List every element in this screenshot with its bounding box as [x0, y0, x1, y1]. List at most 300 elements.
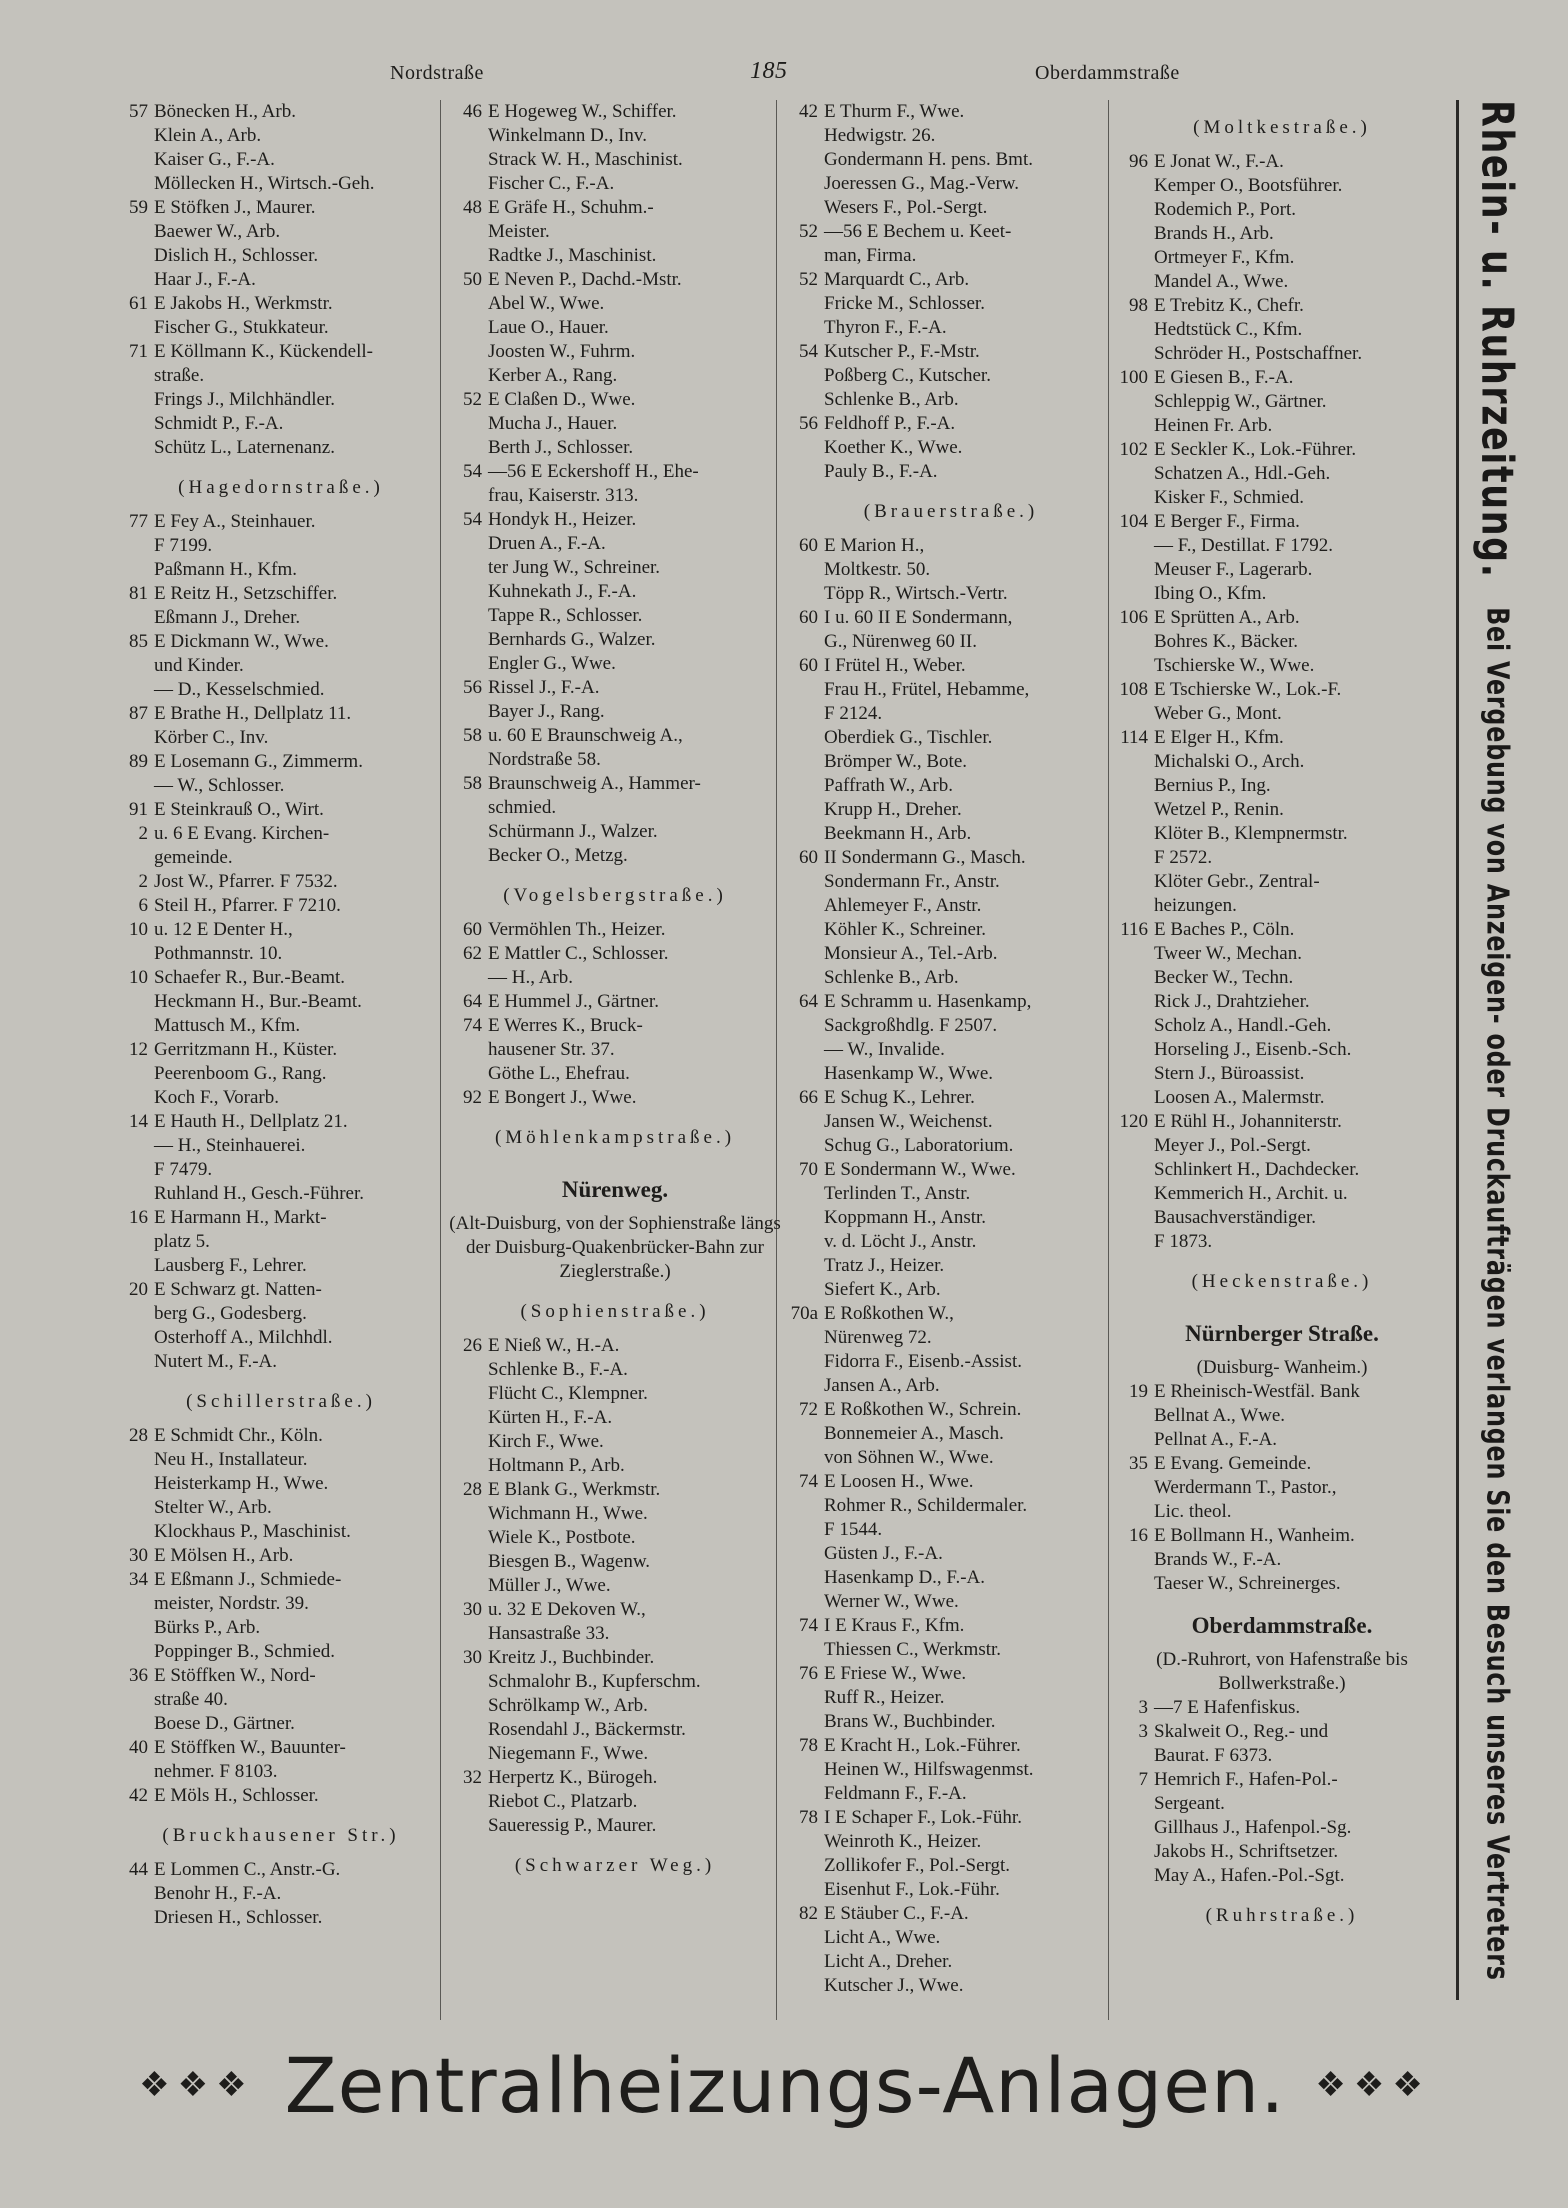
house-number: 64: [799, 991, 818, 1012]
directory-entry: [1112, 1524, 1452, 1548]
house-number: 108: [1119, 679, 1148, 700]
house-number: 92: [463, 1087, 482, 1108]
directory-entry: und Kinder.: [154, 655, 244, 676]
entry-text: E Stöfken J., Maurer.: [154, 197, 316, 218]
entry-text: u. 12 E Denter H.,: [154, 919, 293, 940]
directory-entry: Klockhaus P., Maschinist.: [154, 1521, 351, 1542]
entry-text: I u. 60 II E Sondermann,: [824, 607, 1013, 628]
directory-entry: Nutert M., F.-A.: [154, 1351, 278, 1372]
directory-entry: Krupp H., Dreher.: [824, 799, 962, 820]
house-number: 10: [129, 919, 148, 940]
directory-entry: [782, 412, 1120, 436]
entry-text: E Trebitz K., Chefr.: [1154, 295, 1304, 316]
cross-street-label: (Moltkestraße.): [1193, 117, 1371, 138]
directory-entry: Terlinden T., Anstr.: [824, 1183, 971, 1204]
entry-text: Marquardt C., Arb.: [824, 269, 970, 290]
entry-text: E Jonat W., F.-A.: [1154, 151, 1284, 172]
directory-entry: Stelter W., Arb.: [154, 1497, 272, 1518]
directory-entry: gemeinde.: [154, 847, 233, 868]
directory-entry: [112, 966, 450, 990]
directory-entry: Becker O., Metzg.: [488, 845, 628, 866]
entry-text: E Fey A., Steinhauer.: [154, 511, 316, 532]
directory-entry: hausener Str. 37.: [488, 1039, 615, 1060]
entry-text: E Elger H., Kfm.: [1154, 727, 1284, 748]
entry-text: E Evang. Gemeinde.: [1154, 1453, 1312, 1474]
directory-entry: Klein A., Arb.: [154, 125, 262, 146]
entry-text: E Hauth H., Dellplatz 21.: [154, 1111, 348, 1132]
directory-entry: [446, 268, 784, 292]
house-number: 42: [799, 101, 818, 122]
directory-entry: F 7479.: [154, 1159, 213, 1180]
entry-text: E Rheinisch-Westfäl. Bank: [1154, 1381, 1360, 1402]
directory-entry: [782, 654, 1120, 678]
directory-entry: Holtmann P., Arb.: [488, 1455, 625, 1476]
directory-entry: [782, 1662, 1120, 1686]
directory-entry: Schmidt P., F.-A.: [154, 413, 284, 434]
directory-entry: Osterhoff A., Milchhdl.: [154, 1327, 333, 1348]
directory-entry: [1112, 606, 1452, 630]
cross-street-label: (Möhlenkampstraße.): [494, 1127, 736, 1148]
cross-street-label: (Schwarzer Weg.): [514, 1855, 716, 1876]
entry-text: Vermöhlen Th., Heizer.: [488, 919, 666, 940]
house-number: 96: [1129, 151, 1148, 172]
directory-entry: Fidorra F., Eisenb.-Assist.: [824, 1351, 1022, 1372]
house-number: 28: [129, 1425, 148, 1446]
entry-text: E Harmann H., Markt-: [154, 1207, 327, 1228]
street-heading: Nürenweg.: [561, 1177, 669, 1202]
cross-street-label: (Hagedornstraße.): [178, 477, 384, 498]
directory-entry: ter Jung W., Schreiner.: [488, 557, 661, 578]
entry-text: Feldhoff P., F.-A.: [824, 413, 956, 434]
directory-entry: [112, 798, 450, 822]
house-number: 71: [129, 341, 148, 362]
directory-entry: Lic. theol.: [1154, 1501, 1232, 1522]
directory-column-1: [112, 100, 450, 1930]
directory-entry: Köhler K., Schreiner.: [824, 919, 986, 940]
directory-entry: [446, 918, 784, 942]
directory-entry: Ruff R., Heizer.: [824, 1687, 945, 1708]
directory-entry: Bonnemeier A., Masch.: [824, 1423, 1004, 1444]
street-description: (Alt-Duisburg, von der Sophienstraße längs der Duisburg-Quakenbrücker-Bahn zur Zieglerstraße.): [449, 1213, 781, 1282]
directory-entry: Wesers F., Pol.-Sergt.: [824, 197, 988, 218]
directory-entry: [112, 1736, 450, 1760]
directory-entry: Brömper W., Bote.: [824, 751, 968, 772]
entry-text: —56 E Bechem u. Keet-: [824, 221, 1012, 242]
directory-entry: Brans W., Buchbinder.: [824, 1711, 996, 1732]
directory-entry: Joosten W., Fuhrm.: [488, 341, 636, 362]
directory-entry: [112, 630, 450, 654]
directory-entry: Ortmeyer F., Kfm.: [1154, 247, 1295, 268]
directory-entry: [782, 1470, 1120, 1494]
directory-entry: Schlinkert H., Dachdecker.: [1154, 1159, 1360, 1180]
directory-entry: [112, 1858, 450, 1882]
entry-text: E Stöffken W., Bauunter-: [154, 1737, 346, 1758]
directory-entry: [446, 1086, 784, 1110]
entry-text: E Hummel J., Gärtner.: [488, 991, 659, 1012]
directory-entry: Oberdiek G., Tischler.: [824, 727, 993, 748]
directory-entry: [1112, 1452, 1452, 1476]
entry-text: Schaefer R., Bur.-Beamt.: [154, 967, 346, 988]
directory-entry: Heisterkamp H., Wwe.: [154, 1473, 329, 1494]
directory-entry: Druen A., F.-A.: [488, 533, 606, 554]
directory-entry: Koppmann H., Anstr.: [824, 1207, 987, 1228]
directory-entry: G., Nürenweg 60 II.: [824, 631, 978, 652]
entry-text: E Gräfe H., Schuhm.-: [488, 197, 654, 218]
entry-text: E Schug K., Lehrer.: [824, 1087, 975, 1108]
directory-entry: Scholz A., Handl.-Geh.: [1154, 1015, 1332, 1036]
directory-entry: Rodemich P., Port.: [1154, 199, 1296, 220]
house-number: 76: [799, 1663, 818, 1684]
house-number: 60: [463, 919, 482, 940]
house-number: 91: [129, 799, 148, 820]
entry-text: II Sondermann G., Masch.: [824, 847, 1026, 868]
header-street-right: Oberdammstraße: [1035, 62, 1180, 84]
entry-text: —7 E Hafenfiskus.: [1154, 1697, 1301, 1718]
directory-entry: [446, 1478, 784, 1502]
directory-entry: Poßberg C., Kutscher.: [824, 365, 991, 386]
directory-entry: [446, 100, 784, 124]
directory-entry: [112, 340, 450, 364]
directory-entry: Taeser W., Schreinerges.: [1154, 1573, 1341, 1594]
directory-entry: man, Firma.: [824, 245, 917, 266]
directory-entry: Jansen W., Weichenst.: [824, 1111, 993, 1132]
directory-entry: [112, 702, 450, 726]
entry-text: u. 60 E Braunschweig A.,: [488, 725, 683, 746]
entry-text: —56 E Eckershoff H., Ehe-: [488, 461, 699, 482]
entry-text: E Neven P., Dachd.-Mstr.: [488, 269, 682, 290]
directory-entry: [446, 196, 784, 220]
directory-entry: Tweer W., Mechan.: [1154, 943, 1302, 964]
house-number: 100: [1119, 367, 1148, 388]
directory-entry: [112, 1278, 450, 1302]
directory-entry: [782, 1734, 1120, 1758]
house-number: 44: [129, 1859, 148, 1880]
house-number: 70: [799, 1159, 818, 1180]
directory-entry: [1112, 150, 1452, 174]
directory-entry: Gillhaus J., Hafenpol.-Sg.: [1154, 1817, 1352, 1838]
directory-entry: Heinen Fr. Arb.: [1154, 415, 1273, 436]
house-number: 58: [463, 725, 482, 746]
directory-entry: Hedwigstr. 26.: [824, 125, 936, 146]
entry-text: Braunschweig A., Hammer-: [488, 773, 701, 794]
entry-text: E Tschierske W., Lok.-F.: [1154, 679, 1342, 700]
directory-entry: Becker W., Techn.: [1154, 967, 1294, 988]
directory-entry: Driesen H., Schlosser.: [154, 1907, 323, 1928]
directory-entry: Paffrath W., Arb.: [824, 775, 953, 796]
house-number: 32: [463, 1767, 482, 1788]
sidebar-advertisement: [1456, 100, 1535, 2000]
directory-entry: Poppinger B., Schmied.: [154, 1641, 336, 1662]
house-number: 2: [138, 823, 148, 844]
directory-entry: Frings J., Milchhändler.: [154, 389, 336, 410]
directory-entry: — F., Destillat. F 1792.: [1154, 535, 1333, 556]
directory-entry: Peerenboom G., Rang.: [154, 1063, 327, 1084]
directory-entry: v. d. Löcht J., Anstr.: [824, 1231, 977, 1252]
directory-entry: Meyer J., Pol.-Sergt.: [1154, 1135, 1311, 1156]
house-number: 57: [129, 101, 148, 122]
directory-column-3: [782, 100, 1120, 1998]
house-number: 74: [799, 1615, 818, 1636]
entry-text: E Dickmann W., Wwe.: [154, 631, 329, 652]
directory-entry: [112, 918, 450, 942]
directory-entry: Weber G., Mont.: [1154, 703, 1282, 724]
directory-entry: [1112, 678, 1452, 702]
directory-entry: Koether K., Wwe.: [824, 437, 963, 458]
directory-entry: — H., Arb.: [488, 967, 573, 988]
directory-entry: platz 5.: [154, 1231, 210, 1252]
entry-text: Hondyk H., Heizer.: [488, 509, 637, 530]
entry-text: E Schramm u. Hasenkamp,: [824, 991, 1032, 1012]
house-number: 104: [1119, 511, 1148, 532]
directory-entry: [112, 894, 450, 918]
directory-entry: Schütz L., Laternenanz.: [154, 437, 335, 458]
house-number: 58: [463, 773, 482, 794]
directory-entry: [1112, 1768, 1452, 1792]
directory-entry: Kürten H., F.-A.: [488, 1407, 613, 1428]
directory-entry: Fricke M., Schlosser.: [824, 293, 985, 314]
ornament-icon: ❖❖❖: [1315, 2065, 1431, 2105]
entry-text: Herpertz K., Bürogeh.: [488, 1767, 658, 1788]
directory-entry: [446, 990, 784, 1014]
directory-entry: Horseling J., Eisenb.-Sch.: [1154, 1039, 1352, 1060]
house-number: 30: [463, 1647, 482, 1668]
house-number: 98: [1129, 295, 1148, 316]
entry-text: E Schwarz gt. Natten-: [154, 1279, 322, 1300]
directory-entry: Heckmann H., Bur.-Beamt.: [154, 991, 362, 1012]
house-number: 10: [129, 967, 148, 988]
entry-text: Kutscher P., F.-Mstr.: [824, 341, 980, 362]
directory-entry: Bellnat A., Wwe.: [1154, 1405, 1286, 1426]
directory-entry: Ahlemeyer F., Anstr.: [824, 895, 982, 916]
entry-text: Kreitz J., Buchbinder.: [488, 1647, 655, 1668]
house-number: 78: [799, 1807, 818, 1828]
directory-entry: [446, 772, 784, 796]
directory-entry: Schlenke B., F.-A.: [488, 1359, 628, 1380]
house-number: 81: [129, 583, 148, 604]
directory-entry: Mucha J., Hauer.: [488, 413, 618, 434]
directory-entry: heizungen.: [1154, 895, 1237, 916]
directory-entry: [446, 460, 784, 484]
directory-entry: Tratz J., Heizer.: [824, 1255, 945, 1276]
footer-advertisement: [120, 2040, 1450, 2130]
house-number: 114: [1120, 727, 1148, 748]
entry-text: E Brathe H., Dellplatz 11.: [154, 703, 352, 724]
directory-entry: Kemper O., Bootsführer.: [1154, 175, 1343, 196]
directory-entry: — W., Schlosser.: [154, 775, 285, 796]
entry-text: u. 6 E Evang. Kirchen-: [154, 823, 330, 844]
entry-text: E Berger F., Firma.: [1154, 511, 1300, 532]
directory-entry: Koch F., Vorarb.: [154, 1087, 279, 1108]
directory-entry: Fischer C., F.-A.: [488, 173, 615, 194]
directory-entry: Sergeant.: [1154, 1793, 1225, 1814]
directory-entry: Göthe L., Ehefrau.: [488, 1063, 630, 1084]
entry-text: E Reitz H., Setzschiffer.: [154, 583, 338, 604]
cross-street-label: (Heckenstraße.): [1191, 1271, 1373, 1292]
directory-entry: [112, 1038, 450, 1062]
entry-text: E Losemann G., Zimmerm.: [154, 751, 363, 772]
directory-entry: Pauly B., F.-A.: [824, 461, 938, 482]
house-number: 52: [463, 389, 482, 410]
directory-entry: [112, 100, 450, 124]
house-number: 16: [1129, 1525, 1148, 1546]
entry-text: Skalweit O., Reg.- und: [1154, 1721, 1329, 1742]
entry-text: E Nieß W., H.-A.: [488, 1335, 620, 1356]
directory-entry: Sackgroßhdlg. F 2507.: [824, 1015, 998, 1036]
directory-entry: Thyron F., F.-A.: [824, 317, 947, 338]
directory-entry: [1112, 438, 1452, 462]
directory-entry: Bausachverständiger.: [1154, 1207, 1316, 1228]
directory-entry: Winkelmann D., Inv.: [488, 125, 647, 146]
house-number: 3: [1138, 1697, 1148, 1718]
directory-entry: Wiele K., Postbote.: [488, 1527, 636, 1548]
ornament-icon: ❖❖❖: [139, 2065, 255, 2105]
directory-entry: Jansen A., Arb.: [824, 1375, 940, 1396]
directory-entry: [1112, 366, 1452, 390]
directory-entry: Joeressen G., Mag.-Verw.: [824, 173, 1020, 194]
directory-entry: [112, 1568, 450, 1592]
directory-entry: [112, 196, 450, 220]
directory-entry: Bürks P., Arb.: [154, 1617, 261, 1638]
house-number: 2: [138, 871, 148, 892]
house-number: 60: [799, 655, 818, 676]
directory-entry: [446, 724, 784, 748]
directory-entry: [446, 1598, 784, 1622]
directory-entry: Beekmann H., Arb.: [824, 823, 972, 844]
house-number: 36: [129, 1665, 148, 1686]
directory-entry: [782, 534, 1120, 558]
house-number: 72: [799, 1399, 818, 1420]
directory-entry: Pothmannstr. 10.: [154, 943, 283, 964]
house-number: 85: [129, 631, 148, 652]
directory-entry: Meuser F., Lagerarb.: [1154, 559, 1313, 580]
directory-entry: Monsieur A., Tel.-Arb.: [824, 943, 998, 964]
directory-entry: — H., Steinhauerei.: [154, 1135, 306, 1156]
directory-entry: Abel W., Wwe.: [488, 293, 605, 314]
house-number: 87: [129, 703, 148, 724]
directory-entry: Moltkestr. 50.: [824, 559, 931, 580]
directory-entry: Hasenkamp W., Wwe.: [824, 1063, 994, 1084]
directory-entry: Strack W. H., Maschinist.: [488, 149, 683, 170]
house-number: 70a: [790, 1303, 818, 1324]
house-number: 66: [799, 1087, 818, 1108]
directory-entry: Schleppig W., Gärtner.: [1154, 391, 1327, 412]
directory-entry: Niegemann F., Wwe.: [488, 1743, 649, 1764]
directory-entry: Kuhnekath J., F.-A.: [488, 581, 637, 602]
directory-entry: Möllecken H., Wirtsch.-Geh.: [154, 173, 375, 194]
directory-entry: Michalski O., Arch.: [1154, 751, 1305, 772]
directory-entry: [782, 1806, 1120, 1830]
directory-entry: Kirch F., Wwe.: [488, 1431, 604, 1452]
directory-entry: [446, 942, 784, 966]
entry-text: E Loosen H., Wwe.: [824, 1471, 974, 1492]
house-number: 78: [799, 1735, 818, 1756]
house-number: 28: [463, 1479, 482, 1500]
house-number: 60: [799, 535, 818, 556]
entry-text: I E Kraus F., Kfm.: [824, 1615, 965, 1636]
house-number: 46: [463, 101, 482, 122]
entry-text: I E Schaper F., Lok.-Führ.: [824, 1807, 1022, 1828]
entry-text: E Claßen D., Wwe.: [488, 389, 636, 410]
entry-text: E Roßkothen W.,: [824, 1303, 954, 1324]
directory-entry: [112, 870, 450, 894]
house-number: 20: [129, 1279, 148, 1300]
directory-entry: [782, 100, 1120, 124]
directory-entry: [446, 1014, 784, 1038]
directory-entry: [1112, 1696, 1452, 1720]
directory-entry: Baewer W., Arb.: [154, 221, 281, 242]
entry-text: E Mölsen H., Arb.: [154, 1545, 294, 1566]
house-number: 89: [129, 751, 148, 772]
entry-text: Bönecken H., Arb.: [154, 101, 296, 122]
directory-entry: meister, Nordstr. 39.: [154, 1593, 309, 1614]
directory-entry: [1112, 1110, 1452, 1134]
directory-entry: F 2124.: [824, 703, 883, 724]
directory-entry: Werner W., Wwe.: [824, 1591, 959, 1612]
directory-entry: [112, 510, 450, 534]
directory-entry: [782, 1902, 1120, 1926]
directory-entry: Werdermann T., Pastor.,: [1154, 1477, 1337, 1498]
directory-entry: [1112, 918, 1452, 942]
house-number: 60: [799, 847, 818, 868]
entry-text: E Stäuber C., F.-A.: [824, 1903, 969, 1924]
directory-entry: Bernius P., Ing.: [1154, 775, 1271, 796]
house-number: 19: [1129, 1381, 1148, 1402]
directory-entry: Bayer J., Rang.: [488, 701, 605, 722]
directory-entry: Engler G., Wwe.: [488, 653, 616, 674]
directory-entry: Meister.: [488, 221, 550, 242]
house-number: 6: [138, 895, 148, 916]
directory-entry: Mandel A., Wwe.: [1154, 271, 1289, 292]
entry-text: E Bollmann H., Wanheim.: [1154, 1525, 1355, 1546]
directory-entry: Biesgen B., Wagenw.: [488, 1551, 651, 1572]
entry-text: E Thurm F., Wwe.: [824, 101, 965, 122]
directory-entry: Flücht C., Klempner.: [488, 1383, 648, 1404]
directory-entry: Stern J., Büroassist.: [1154, 1063, 1305, 1084]
house-number: 30: [129, 1545, 148, 1566]
directory-entry: Boese D., Gärtner.: [154, 1713, 295, 1734]
cross-street-label: (Vogelsbergstraße.): [503, 885, 727, 906]
directory-entry: Pellnat A., F.-A.: [1154, 1429, 1278, 1450]
directory-entry: Klöter Gebr., Zentral-: [1154, 871, 1320, 892]
house-number: 74: [799, 1471, 818, 1492]
directory-entry: Töpp R., Wirtsch.-Vertr.: [824, 583, 1008, 604]
directory-entry: Frau H., Frütel, Hebamme,: [824, 679, 1030, 700]
house-number: 35: [1129, 1453, 1148, 1474]
directory-entry: nehmer. F 8103.: [154, 1761, 278, 1782]
house-number: 3: [1138, 1721, 1148, 1742]
directory-entry: Jakobs H., Schriftsetzer.: [1154, 1841, 1339, 1862]
entry-text: E Jakobs H., Werkmstr.: [154, 293, 333, 314]
directory-entry: Eßmann J., Dreher.: [154, 607, 301, 628]
house-number: 120: [1119, 1111, 1148, 1132]
directory-entry: [112, 1424, 450, 1448]
directory-entry: Lausberg F., Lehrer.: [154, 1255, 307, 1276]
directory-entry: Radtke J., Maschinist.: [488, 245, 657, 266]
directory-entry: Tschierske W., Wwe.: [1154, 655, 1315, 676]
house-number: 64: [463, 991, 482, 1012]
house-number: 54: [463, 509, 482, 530]
directory-entry: [1112, 1720, 1452, 1744]
footer-ad-text: Zentralheizungs-Anlagen.: [284, 2040, 1286, 2130]
entry-text: E Mattler C., Schlosser.: [488, 943, 669, 964]
ad-newspaper-title: Rhein- u. Ruhrzeitung.: [1471, 100, 1523, 579]
directory-entry: Hedtstück C., Kfm.: [1154, 319, 1303, 340]
house-number: 56: [463, 677, 482, 698]
directory-entry: Wichmann H., Wwe.: [488, 1503, 648, 1524]
cross-street-label: (Bruckhausener Str.): [162, 1825, 400, 1846]
house-number: 62: [463, 943, 482, 964]
directory-entry: — W., Invalide.: [824, 1039, 945, 1060]
